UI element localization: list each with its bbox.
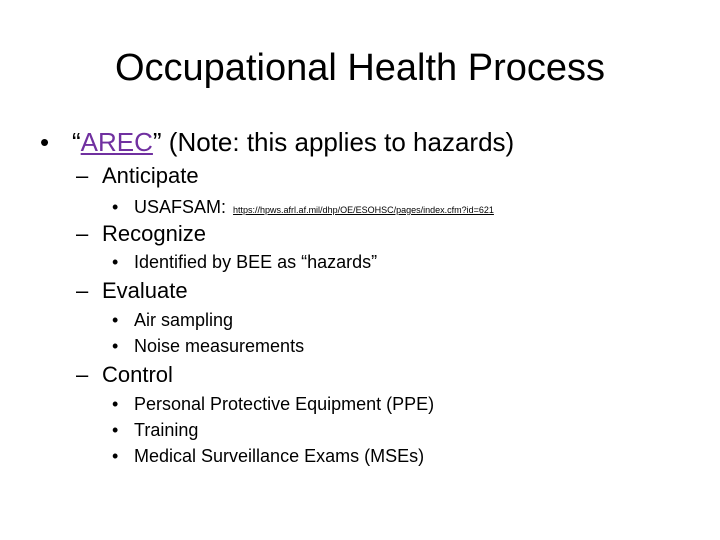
bullet-dot: • bbox=[112, 446, 119, 466]
main-bullet-note: ” (Note: this applies to hazards) bbox=[152, 127, 515, 157]
section-evaluate bbox=[76, 276, 188, 306]
bullet-dot: • bbox=[112, 197, 119, 217]
open-quote: “ bbox=[72, 127, 81, 157]
section-control bbox=[76, 360, 173, 390]
usafsam-link[interactable]: https://hpws.afrl.af.mil/dhp/OE/ESOHSC/pages/index.cfm?id=621 bbox=[233, 205, 494, 215]
dash-bullet: – bbox=[76, 278, 89, 303]
list-item bbox=[112, 249, 377, 275]
bullet-dot: • bbox=[112, 394, 119, 414]
section-label: Control bbox=[102, 362, 173, 387]
list-item bbox=[112, 443, 424, 469]
dash-bullet: – bbox=[76, 362, 89, 387]
list-item bbox=[112, 307, 233, 333]
bullet-dot: • bbox=[40, 127, 50, 157]
main-bullet bbox=[40, 122, 514, 162]
list-item bbox=[112, 391, 434, 417]
bullet-dot: • bbox=[112, 420, 119, 440]
arec-acronym: AREC bbox=[80, 127, 153, 157]
section-anticipate bbox=[76, 161, 199, 191]
item-text: Noise measurements bbox=[134, 336, 305, 356]
item-text: Air sampling bbox=[134, 310, 234, 330]
section-label: Evaluate bbox=[102, 278, 188, 303]
list-item bbox=[112, 417, 198, 443]
bullet-dot: • bbox=[112, 310, 119, 330]
section-recognize bbox=[76, 219, 206, 249]
dash-bullet: – bbox=[76, 163, 89, 188]
section-label: Anticipate bbox=[102, 163, 199, 188]
section-label: Recognize bbox=[102, 221, 206, 246]
item-text: Personal Protective Equipment (PPE) bbox=[134, 394, 435, 414]
item-text: USAFSAM: bbox=[134, 197, 227, 217]
dash-bullet: – bbox=[76, 221, 89, 246]
slide-title: Occupational Health Process bbox=[114, 47, 606, 89]
list-item bbox=[112, 333, 304, 359]
bullet-dot: • bbox=[112, 252, 119, 272]
bullet-dot: • bbox=[112, 336, 119, 356]
item-text: Medical Surveillance Exams (MSEs) bbox=[134, 446, 425, 466]
item-text: Identified by BEE as “hazards” bbox=[134, 252, 378, 272]
item-text: Training bbox=[134, 420, 199, 440]
